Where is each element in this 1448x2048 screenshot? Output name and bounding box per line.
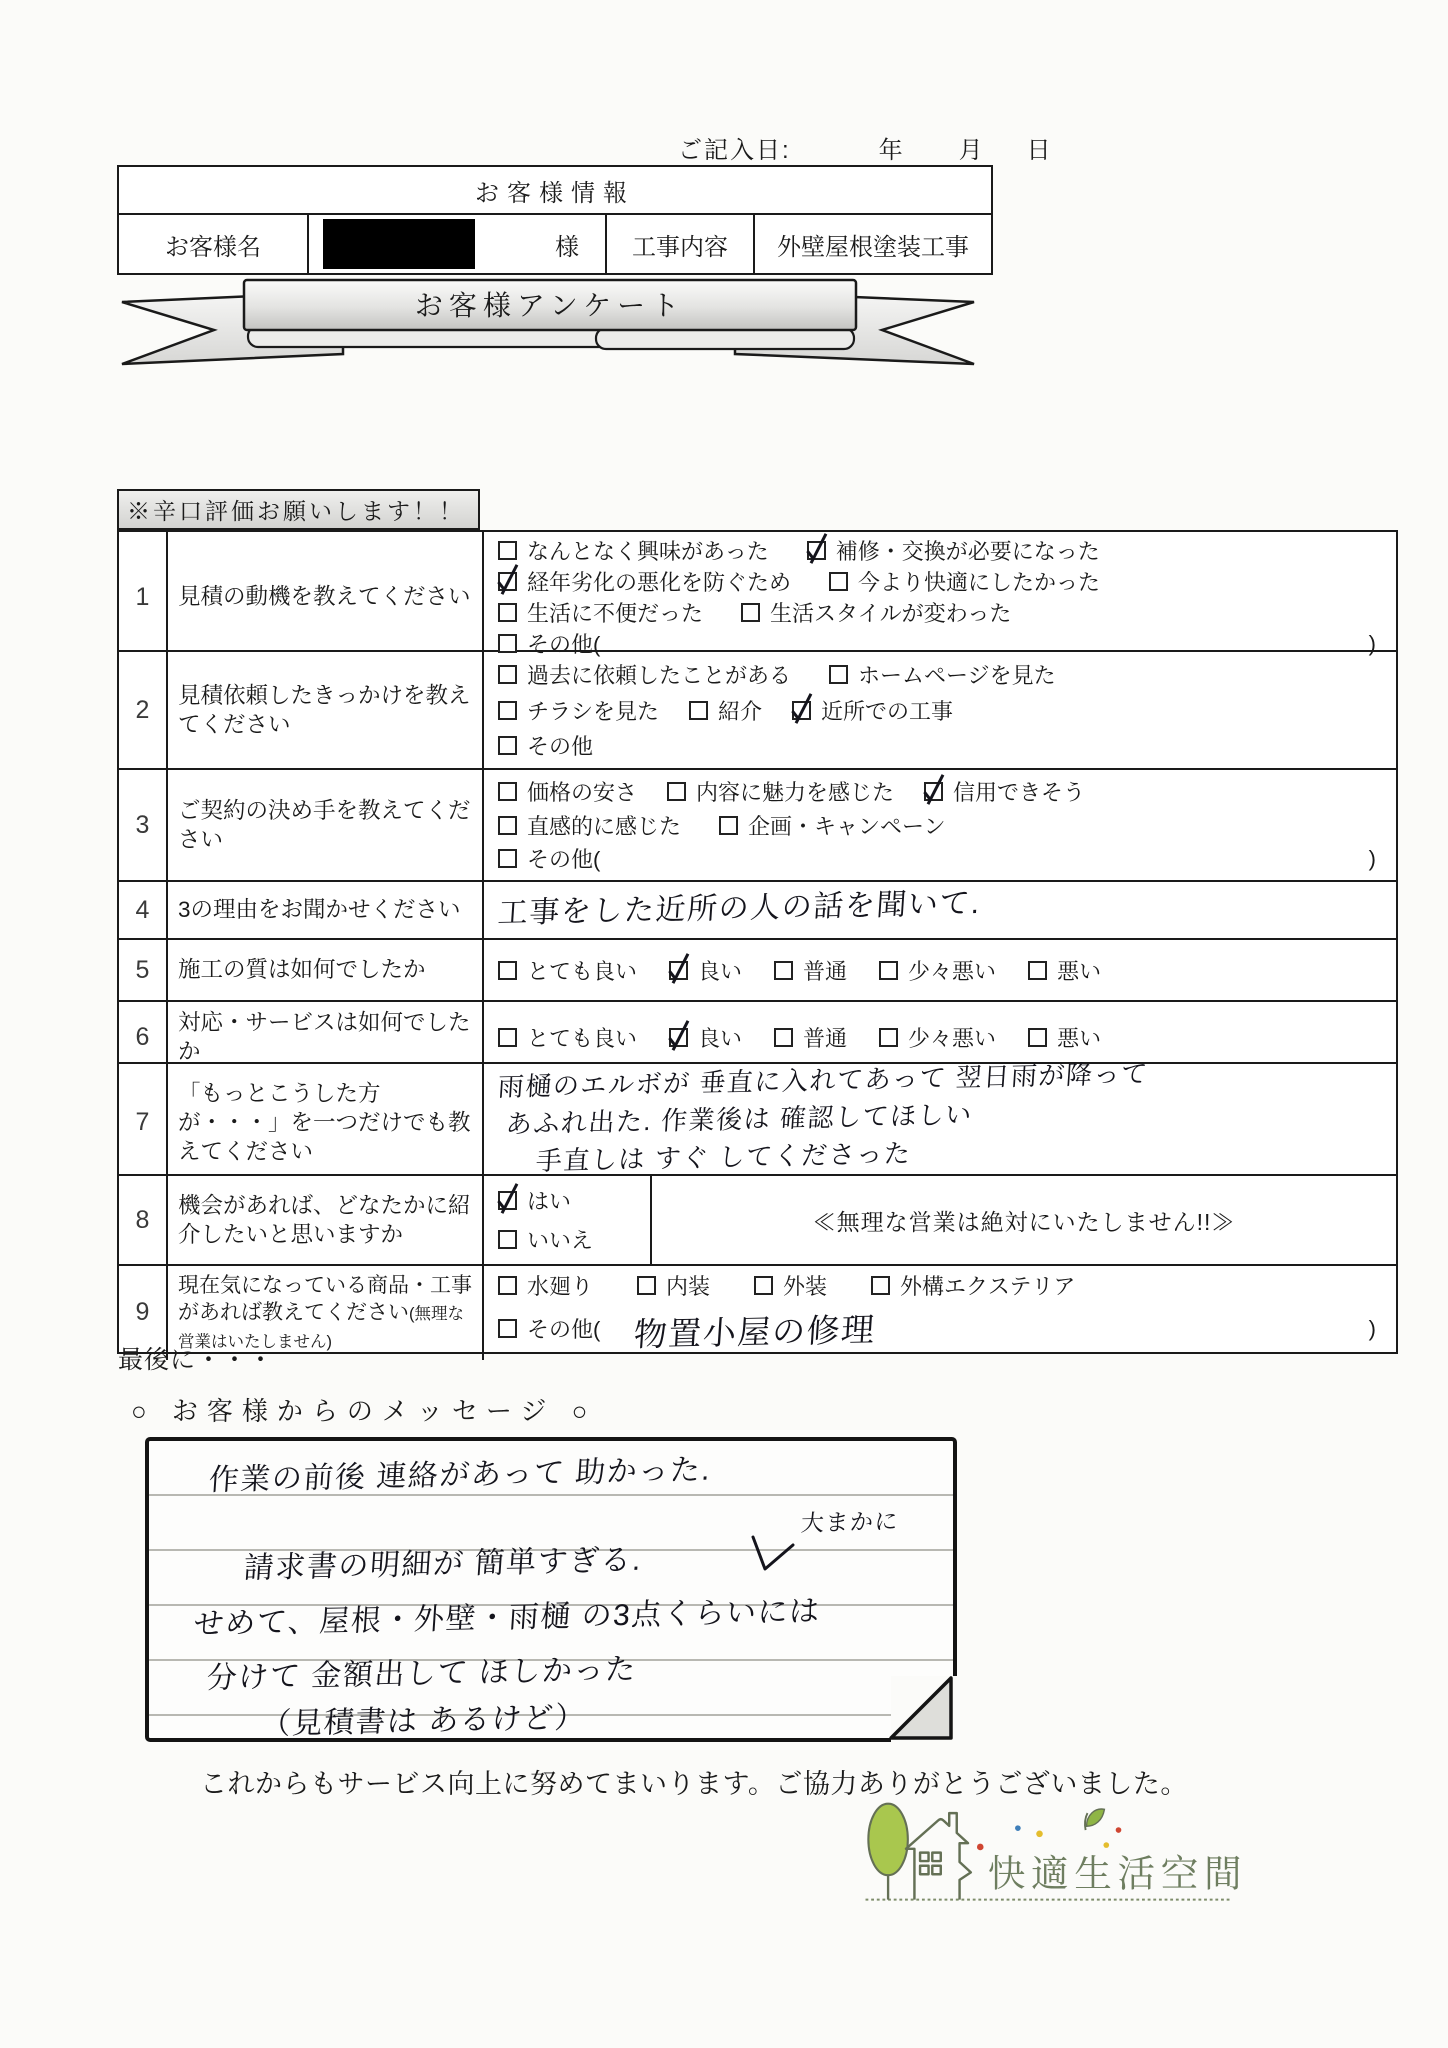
company-logo [858, 1792, 1253, 1937]
checkbox [637, 1276, 656, 1295]
row-answers [484, 770, 1396, 880]
work-type-label: 工事内容 [607, 215, 755, 273]
checkbox [719, 816, 738, 835]
row-answers [484, 940, 1396, 1000]
row-answers [484, 882, 1396, 938]
row-question: 現在気になっている商品・工事があれば教えてください(無理な営業はいたしません) [168, 1266, 484, 1360]
checkbox-option: その他 [498, 730, 593, 761]
checkbox-option: なんとなく興味があった [498, 535, 769, 566]
row-number: 2 [119, 652, 168, 768]
fill-in-date-line [678, 130, 1053, 165]
row-question: ご契約の決め手を教えてください [168, 770, 484, 880]
checkbox-option: 紹介 [689, 695, 762, 726]
handwritten-annotation: 大まかに [800, 1507, 900, 1536]
checkbox-option: 内容に魅力を感じた [667, 776, 894, 807]
checkbox [807, 541, 826, 560]
survey-row-5 [119, 940, 1396, 1002]
checkbox-option: その他( [498, 1313, 600, 1344]
row-question: 見積の動機を教えてください [168, 532, 484, 662]
work-type-value: 外壁屋根塗装工事 [777, 233, 969, 261]
checkbox-option: 近所での工事 [792, 695, 953, 726]
checkbox [924, 782, 943, 801]
handwritten-answer-line: 雨樋のエルボが 垂直に入れてあって 翌日雨が降って [496, 1058, 1150, 1102]
paren-close: ) [1368, 845, 1376, 871]
checkbox-option: いいえ [498, 1224, 650, 1255]
row-answers [484, 1176, 1396, 1264]
checkbox [774, 961, 793, 980]
customer-message-box [145, 1437, 957, 1742]
checkbox [498, 736, 517, 755]
checkbox-option: 悪い [1028, 1022, 1101, 1053]
survey-row-3 [119, 770, 1396, 882]
no-pressure-note: ≪無理な営業は絶対にいたしません!!≫ [812, 1208, 1236, 1235]
date-day-label: 日 [1026, 137, 1053, 164]
checkbox-option: 今より快適にしたかった [829, 566, 1100, 597]
row-number: 6 [119, 1002, 168, 1073]
sprout-icon [1085, 1809, 1104, 1830]
checkbox-option: 生活スタイルが変わった [741, 597, 1011, 628]
checkbox [669, 961, 688, 980]
checkbox [498, 572, 517, 591]
handwritten-answer-line: 手直しは すぐ してくださった [534, 1138, 913, 1176]
checkbox-option: 水廻り [498, 1270, 593, 1301]
checkbox [741, 603, 760, 622]
survey-row-4 [119, 882, 1396, 940]
customer-info-title: お客様情報 [119, 167, 991, 215]
checkbox-option: 補修・交換が必要になった [807, 535, 1100, 566]
checkbox [879, 1028, 898, 1047]
row-answers [484, 652, 1396, 768]
row-number: 3 [119, 770, 168, 880]
handwritten-message-line: 請求書の明細が 簡単すぎる. [242, 1543, 644, 1585]
row-question: 3の理由をお聞かせください [168, 882, 484, 938]
checkbox-option: その他( [498, 628, 600, 659]
checkbox-option: 信用できそう [924, 776, 1085, 807]
checkbox [498, 816, 517, 835]
checkbox-option: 外装 [754, 1270, 827, 1301]
name-honorific: 様 [555, 233, 579, 261]
checkbox-option: 外構エクステリア [871, 1270, 1075, 1301]
tree-icon [868, 1804, 908, 1900]
closing-message: これからもサービス向上に努めてまいります。ご協力ありがとうございました。 [200, 1769, 1188, 1799]
row-question: 「もっとこうした方が・・・」を一つだけでも教えてください [168, 1064, 484, 1181]
row-answers [484, 1266, 1396, 1360]
checkbox [498, 1191, 517, 1210]
handwritten-answer-line: あふれ出た. 作業後は 確認してほしい [504, 1099, 974, 1139]
checkbox-option: 少々悪い [879, 955, 996, 986]
survey-row-2 [119, 652, 1396, 770]
row-answers [484, 1058, 1396, 1181]
checkbox [498, 849, 517, 868]
customer-message-title: ○ お客様からのメッセージ ○ [131, 1396, 597, 1426]
survey-row-7 [119, 1058, 1396, 1176]
survey-row-8 [119, 1176, 1396, 1266]
checkbox-option: チラシを見た [498, 695, 659, 726]
checkbox [667, 782, 686, 801]
checkbox-option: 過去に依頼したことがある [498, 659, 791, 690]
checkbox-option: ホームページを見た [829, 659, 1056, 690]
row-number: 4 [119, 882, 168, 938]
checkbox-option: その他( [498, 843, 600, 874]
row-number: 5 [119, 940, 168, 1000]
logo-text: 快適生活空間 [987, 1852, 1248, 1895]
row-number: 1 [119, 532, 168, 662]
row-question: 対応・サービスは如何でしたか [168, 1002, 484, 1073]
survey-row-9 [119, 1266, 1396, 1352]
checkbox [792, 701, 811, 720]
folded-corner-icon [889, 1674, 955, 1740]
checkbox [1028, 961, 1047, 980]
question-note: (無理な営業はいたしません) [178, 1305, 464, 1351]
handwritten-message-line: （見積書は あるけど） [259, 1701, 588, 1741]
checkbox [829, 572, 848, 591]
checkbox [669, 1028, 688, 1047]
date-year-label: 年 [878, 137, 905, 164]
checkbox-option: 普通 [774, 1022, 847, 1053]
checkbox [1028, 1028, 1047, 1047]
banner-title: お客様アンケート [414, 290, 686, 321]
checkbox [829, 665, 848, 684]
finally-label: 最後に・・・ [118, 1346, 275, 1374]
row-question: 機会があれば、どなたかに紹介したいと思いますか [168, 1176, 484, 1264]
checkbox-option: 直感的に感じた [498, 810, 681, 841]
checkbox [879, 961, 898, 980]
row-number: 7 [119, 1064, 168, 1181]
handwritten-message-line: 作業の前後 連絡があって 助かった. [207, 1453, 713, 1497]
handwritten-answer: 工事をした近所の人の話を聞いて. [496, 886, 982, 930]
handwritten-message-line: 分けて 金額出して ほしかった [205, 1653, 638, 1695]
checkbox [498, 603, 517, 622]
survey-banner-ribbon [118, 276, 978, 377]
checkbox-option: 生活に不便だった [498, 597, 703, 628]
checkbox [498, 1230, 517, 1249]
checkbox-option: 良い [669, 1022, 742, 1053]
company-logo-icon [858, 1792, 1253, 1932]
house-icon [906, 1813, 971, 1900]
customer-name-label: お客様名 [119, 215, 309, 273]
checkbox-option: 内装 [637, 1270, 710, 1301]
checkbox [498, 541, 517, 560]
survey-header: ※辛口評価お願いします！！ [117, 489, 480, 530]
checkbox [498, 961, 517, 980]
paren-close: ) [1368, 1315, 1376, 1341]
checkbox-option: 少々悪い [879, 1022, 996, 1053]
customer-name-cell [309, 215, 607, 273]
checkbox-option: とても良い [498, 955, 637, 986]
checkbox [498, 701, 517, 720]
row-number: 9 [119, 1266, 168, 1360]
ribbon-icon [118, 276, 978, 372]
customer-info-table [117, 165, 993, 275]
date-month-label: 月 [958, 137, 985, 164]
checkbox-option: 価格の安さ [498, 776, 637, 807]
annotation-lead-mark-icon [749, 1533, 795, 1575]
checkbox [498, 1319, 517, 1338]
checkbox [871, 1276, 890, 1295]
checkbox [498, 634, 517, 653]
row-question: 施工の質は如何でしたか [168, 940, 484, 1000]
survey-row-1 [119, 532, 1396, 657]
checkbox-option: 良い [669, 955, 742, 986]
yes-no-options [484, 1176, 652, 1264]
checkbox [754, 1276, 773, 1295]
row-number: 8 [119, 1176, 168, 1264]
checkbox [689, 701, 708, 720]
checkbox [498, 1276, 517, 1295]
checkbox-option: とても良い [498, 1022, 637, 1053]
checkbox [498, 665, 517, 684]
paren-close: ) [1368, 630, 1376, 656]
checkbox [498, 1028, 517, 1047]
handwritten-answer: 物置小屋の修理 [632, 1311, 878, 1354]
redacted-customer-name [323, 219, 475, 269]
checkbox-option: 悪い [1028, 955, 1101, 986]
checkbox-option: はい [498, 1185, 650, 1216]
survey-table [117, 530, 1398, 1354]
row-question: 見積依頼したきっかけを教えてください [168, 652, 484, 768]
row-answers [484, 532, 1396, 662]
customer-info-row [119, 215, 991, 273]
date-label: ご記入日: [678, 137, 791, 164]
checkbox-option: 企画・キャンペーン [719, 810, 946, 841]
checkbox [774, 1028, 793, 1047]
checkbox [498, 782, 517, 801]
checkbox-option: 普通 [774, 955, 847, 986]
handwritten-message-line: せめて、屋根・外壁・雨樋 の3点くらいには [192, 1594, 822, 1641]
logo-accent-dots [977, 1825, 1121, 1850]
checkbox-option: 経年劣化の悪化を防ぐため [498, 566, 791, 597]
